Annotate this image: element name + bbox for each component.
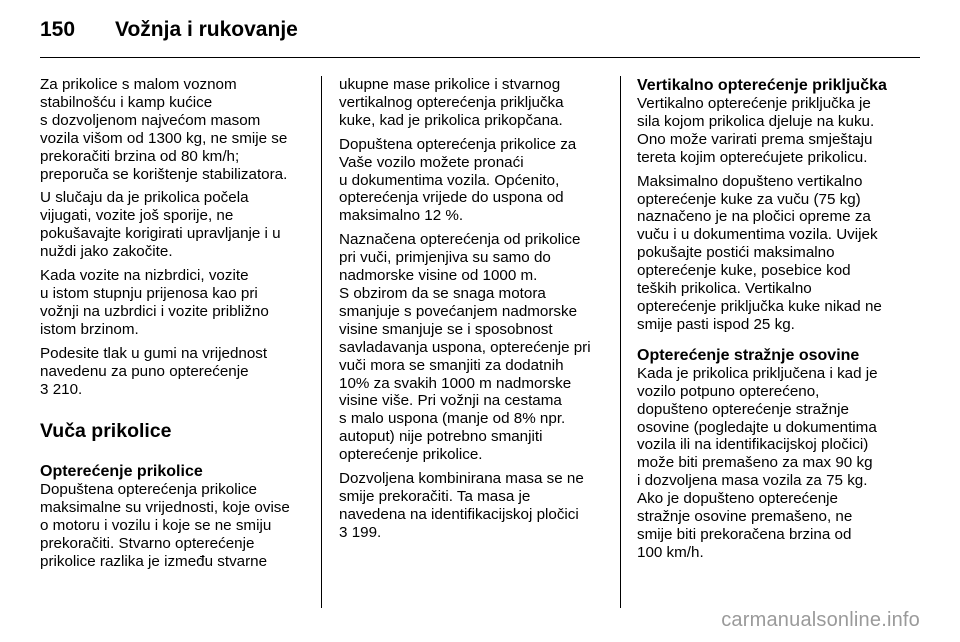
subsection-heading: Vertikalno opterećenje priključka bbox=[637, 77, 887, 94]
paragraph: Kada vozite na nizbrdici, vozite u istom stupnju prijenosa kao pri vožnji na uzbrdici i vozite približno istom brzinom. bbox=[40, 267, 269, 338]
page-number: 150 bbox=[40, 18, 76, 41]
paragraph: ukupne mase prikolice i stvarnog vertikalnog opterećenja priključka kuke, kad je prikolica prikopčana. bbox=[339, 76, 564, 129]
watermark: carmanualsonline.info bbox=[721, 609, 920, 631]
paragraph: Naznačena opterećenja od prikolice pri vuči, primjenjiva su samo do nadmorske visine od 1000 m. S obzirom da se snaga motora smanjuje s povećanjem nadmorske visine smanjuje se i sposobnost savladavanja uspona, opterećenje pri vuči mora se smanjiti za dodatnih 10% za svakih 1000 m nadmorske visine više. Pri vožnji na cestama s malo uspona (manje od 8% npr. autoput) nije potrebno smanjiti opterećenje prikolice. bbox=[339, 231, 591, 464]
page-header bbox=[40, 18, 298, 46]
paragraph: Dopuštena opterećenja prikolice maksimalne su vrijednosti, koje ovise o motoru i vozilu i koje se ne smiju prekoračiti. Stvarno opterećenje prikolice razlika je između stvarne bbox=[40, 481, 290, 571]
paragraph bbox=[40, 345, 308, 399]
page-reference-arrow-icon: 3 bbox=[339, 523, 348, 541]
column-1 bbox=[40, 76, 308, 577]
subsection-heading: Opterećenje prikolice bbox=[40, 463, 203, 481]
subsection-heading: Opterećenje stražnje osovine bbox=[637, 346, 860, 364]
paragraph bbox=[339, 470, 607, 542]
page-reference[interactable]: 210. bbox=[52, 380, 83, 398]
paragraph-text: Dozvoljena kombinirana masa se ne smije prekoračiti. Ta masa je navedena na identifikacijskoj pločici bbox=[339, 470, 584, 523]
paragraph: Maksimalno dopušteno vertikalno opterećenje kuke za vuču (75 kg) naznačeno je na pločici opreme za vuču i u dokumentima vozila. Uvijek pokušajte postići maksimalno opterećenje kuke, posebice kod teških prikolica. Vertikalno opterećenje priključka kuke nikad ne smije pasti ispod 25 kg. bbox=[637, 172, 882, 333]
paragraph: Dopuštena opterećenja prikolice za Vaše vozilo možete pronaći u dokumentima vozila. Općenito, opterećenja vrijede do uspona od maksimalno 12 %. bbox=[339, 135, 577, 225]
chapter-title: Vožnja i rukovanje bbox=[115, 18, 298, 41]
column-2 bbox=[339, 76, 607, 548]
paragraph: Kada je prikolica priključena i kad je vozilo potpuno opterećeno, dopušteno opterećenje stražnje osovine (pogledajte u dokumentima vozila ili na identifikacijskoj pločici) može biti premašeno za max 90 kg i dozvoljena masa vozila za 75 kg. Ako je dopušteno opterećenje stražnje osovine premašeno, ne smije biti prekoračena brzina od 100 km/h. bbox=[637, 364, 878, 561]
paragraph: Vertikalno opterećenje priključka je sila kojom prikolica djeluje na kuku. Ono može varirati prema smještaju tereta kojim opterećujete prikolicu. bbox=[637, 95, 875, 166]
column-divider-1 bbox=[321, 76, 322, 608]
column-3 bbox=[637, 76, 907, 568]
header-divider bbox=[40, 57, 920, 58]
paragraph: U slučaju da je prikolica počela vijugati, vozite još sporije, ne pokušavajte korigirati upravljanje i u nuždi jako zakočite. bbox=[40, 189, 281, 261]
paragraph: Za prikolice s malom voznom stabilnošću i kamp kućice s dozvoljenom najvećom masom vozila višom od 1300 kg, ne smije se prekoračiti brzina od 80 km/h; preporuča se korištenje stabilizatora. bbox=[40, 76, 288, 183]
paragraph-text: Podesite tlak u gumi na vrijednost navedenu za puno opterećenje bbox=[40, 344, 268, 380]
page-reference-arrow-icon: 3 bbox=[40, 380, 49, 398]
page-reference[interactable]: 199. bbox=[351, 523, 382, 541]
section-heading: Vuča prikolice bbox=[40, 420, 172, 443]
column-divider-2 bbox=[620, 76, 621, 608]
